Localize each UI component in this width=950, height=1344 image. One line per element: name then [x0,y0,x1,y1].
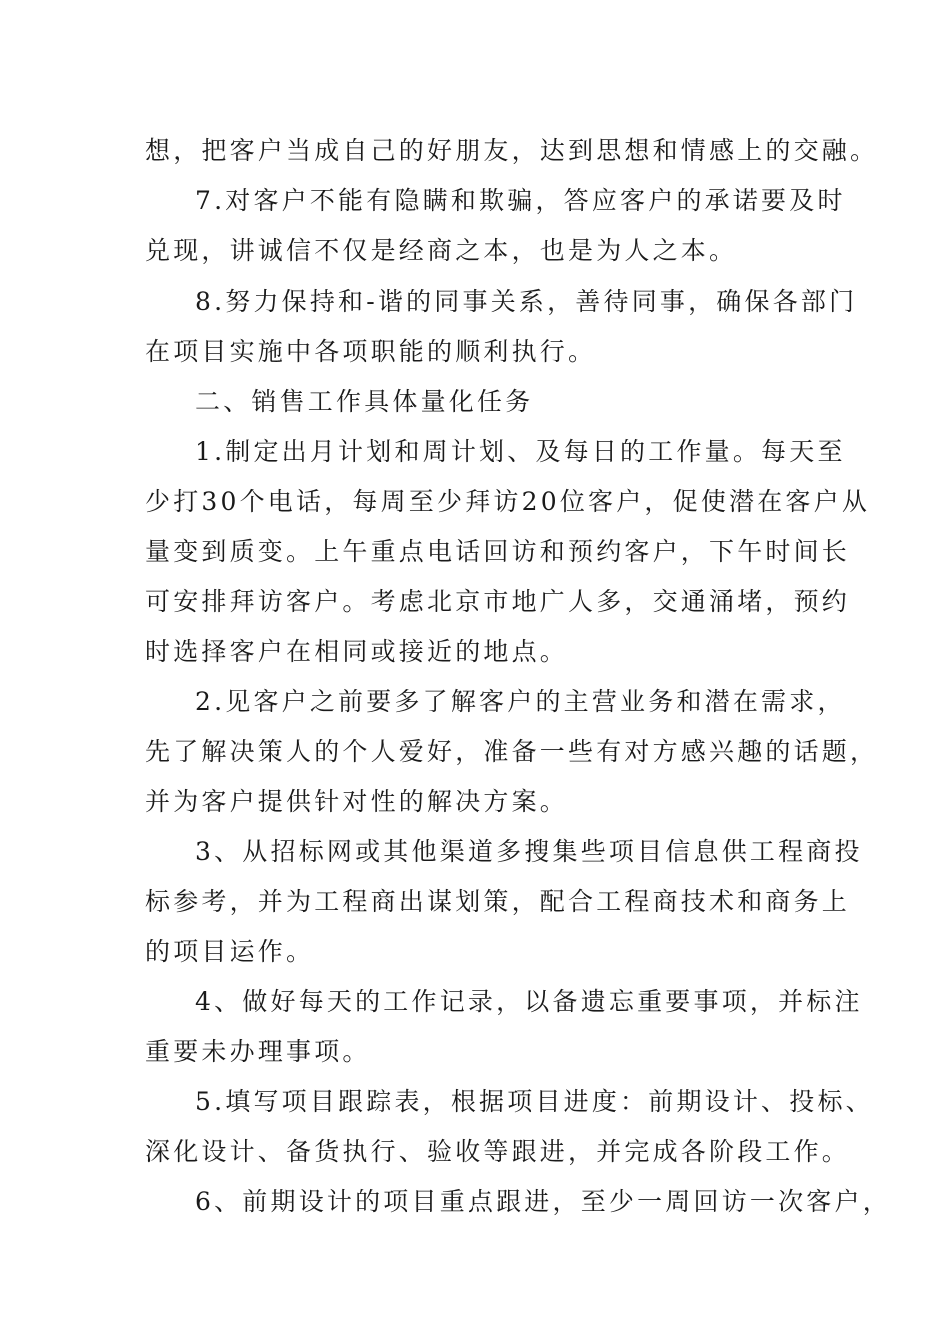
text-line: 6、前期设计的项目重点跟进，至少一周回访一次客户， [195,1187,891,1216]
text-line: 3、从招标网或其他渠道多搜集些项目信息供工程商投 [195,837,863,866]
text-line: 可安排拜访客户。考虑北京市地广人多，交通涌堵，预约 [145,587,851,616]
text-line: 少打30个电话，每周至少拜访20位客户，促使潜在客户从 [145,487,871,516]
text-line: 4、做好每天的工作记录，以备遗忘重要事项，并标注 [195,987,863,1016]
text-line: 2.见客户之前要多了解客户的主营业务和潜在需求， [195,687,846,716]
text-line: 并为客户提供针对性的解决方案。 [145,787,569,816]
text-line: 在项目实施中各项职能的顺利执行。 [145,337,597,366]
text-line: 先了解决策人的个人爱好，准备一些有对方感兴趣的话题， [145,737,879,766]
text-line: 量变到质变。上午重点电话回访和预约客户，下午时间长 [145,537,851,566]
text-line: 标参考，并为工程商出谋划策，配合工程商技术和商务上 [145,887,851,916]
section-heading: 二、销售工作具体量化任务 [195,387,534,416]
text-line: 的项目运作。 [145,937,315,966]
text-line: 1.制定出月计划和周计划、及每日的工作量。每天至 [195,437,846,466]
text-line: 重要未办理事项。 [145,1037,371,1066]
text-line: 7.对客户不能有隐瞒和欺骗，答应客户的承诺要及时 [195,186,846,215]
text-line: 8.努力保持和-谐的同事关系，善待同事，确保各部门 [195,287,858,316]
text-line: 时选择客户在相同或接近的地点。 [145,637,569,666]
text-line: 想，把客户当成自己的好朋友，达到思想和情感上的交融。 [145,136,879,165]
text-line: 深化设计、备货执行、验收等跟进，并完成各阶段工作。 [145,1137,851,1166]
text-line: 兑现，讲诚信不仅是经商之本，也是为人之本。 [145,236,738,265]
text-line: 5.填写项目跟踪表，根据项目进度：前期设计、投标、 [195,1087,874,1116]
